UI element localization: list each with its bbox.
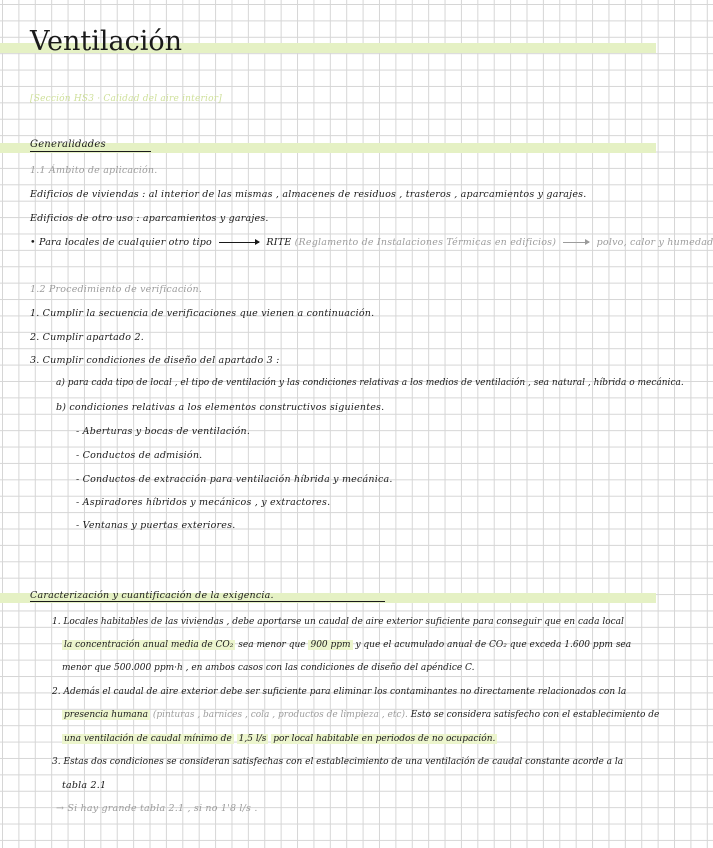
exigencia-3-line-1: 3. Estas dos condiciones se consideran satisfechas con el establecimiento de una ventilación de caudal constante acorde a la — [52, 757, 624, 767]
procedimiento-title: 1.2 Procedimiento de verificación. — [30, 284, 203, 295]
satisfecho-text: Esto se considera satisfecho con el establecimiento de — [410, 710, 660, 720]
rite-factors: polvo, calor y humedad — [596, 237, 713, 248]
arrow-icon — [563, 242, 589, 243]
ambito-title: 1.1 Ámbito de aplicación. — [30, 165, 158, 176]
rite-text: RITE — [266, 237, 292, 248]
otros-locales-text: • Para locales de cualquier otro tipo — [30, 237, 212, 248]
ambito-line-2: Edificios de otro uso : aparcamientos y garajes. — [30, 213, 269, 224]
bullet-item: - Aberturas y bocas de ventilación. — [76, 426, 251, 437]
exigencia-2-line-3 — [62, 734, 497, 744]
bullet-item: - Conductos de extracción para ventilación híbrida y mecánica. — [76, 474, 393, 485]
co2-limit-value: 900 ppm — [310, 640, 351, 650]
exigencia-2-line-2 — [62, 710, 659, 720]
generalidades-heading-text: Generalidades — [30, 139, 106, 150]
ambito-line-1: Edificios de viviendas : al interior de las mismas , almacenes de residuos , trasteros , aparcamientos y garajes. — [30, 189, 587, 200]
bullet-item: - Ventanas y puertas exteriores. — [76, 520, 236, 531]
procedimiento-step-1: 1. Cumplir la secuencia de verificaciones que vienen a continuación. — [30, 308, 375, 319]
co2-concentration-text: la concentración anual media de CO₂ — [64, 640, 234, 650]
procedimiento-step-3: 3. Cumplir condiciones de diseño del apartado 3 : — [30, 355, 280, 366]
no-ocupacion-text: por local habitable en periodos de no ocupación. — [273, 734, 496, 744]
exigencia-1-line-2 — [62, 640, 631, 650]
procedimiento-step-2: 2. Cumplir apartado 2. — [30, 332, 144, 343]
caracterizacion-underline — [30, 601, 385, 602]
procedimiento-item-b: b) condiciones relativas a los elementos constructivos siguientes. — [56, 402, 385, 413]
page-title: Ventilación — [30, 26, 183, 57]
caudal-minimo-value: 1,5 l/s — [238, 734, 267, 744]
acumulado-limit-text: menor que 500.000 ppm·h , en ambos casos con las condiciones de diseño del apéndice C. — [62, 663, 475, 673]
ambito-line-3 — [30, 237, 713, 248]
menor-que-text: sea menor que — [238, 640, 306, 650]
procedimiento-item-a: a) para cada tipo de local , el tipo de ventilación y las condiciones relativas a los medios de ventilación , sea natural , híbrida o mecánica. — [56, 378, 684, 388]
exigencia-1-line-3 — [62, 663, 474, 673]
acumulado-text: y que el acumulado anual de CO₂ que exceda 1.600 ppm sea — [355, 640, 632, 650]
caudal-minimo-text: una ventilación de caudal mínimo de — [64, 734, 232, 744]
arrow-icon — [219, 242, 259, 243]
exigencia-1-line-1: 1. Locales habitables de las viviendas , debe aportarse un caudal de aire exterior suficiente para conseguir que en cada local — [52, 617, 624, 627]
rite-description: (Reglamento de Instalaciones Térmicas en edificios) — [294, 237, 557, 248]
generalidades-heading — [30, 139, 106, 150]
caracterizacion-heading: Caracterización y cuantificación de la exigencia. — [30, 590, 274, 601]
bullet-item: - Aspiradores híbridos y mecánicos , y extractores. — [76, 497, 331, 508]
exigencia-3-note: → Si hay grande tabla 2.1 , si no 1'8 l/s . — [56, 803, 258, 814]
page-subtitle: [Sección HS3 · Calidad del aire interior] — [30, 94, 222, 104]
exigencia-2-line-1: 2. Además el caudal de aire exterior debe ser suficiente para eliminar los contaminantes no directamente relacionados con la — [52, 687, 627, 697]
bullet-item: - Conductos de admisión. — [76, 450, 203, 461]
contaminantes-examples: (pinturas , barnices , cola , productos de limpieza , etc). — [152, 710, 408, 720]
presencia-humana-text: presencia humana — [64, 710, 148, 720]
generalidades-underline — [30, 151, 151, 152]
exigencia-3-line-2: tabla 2.1 — [62, 780, 107, 791]
